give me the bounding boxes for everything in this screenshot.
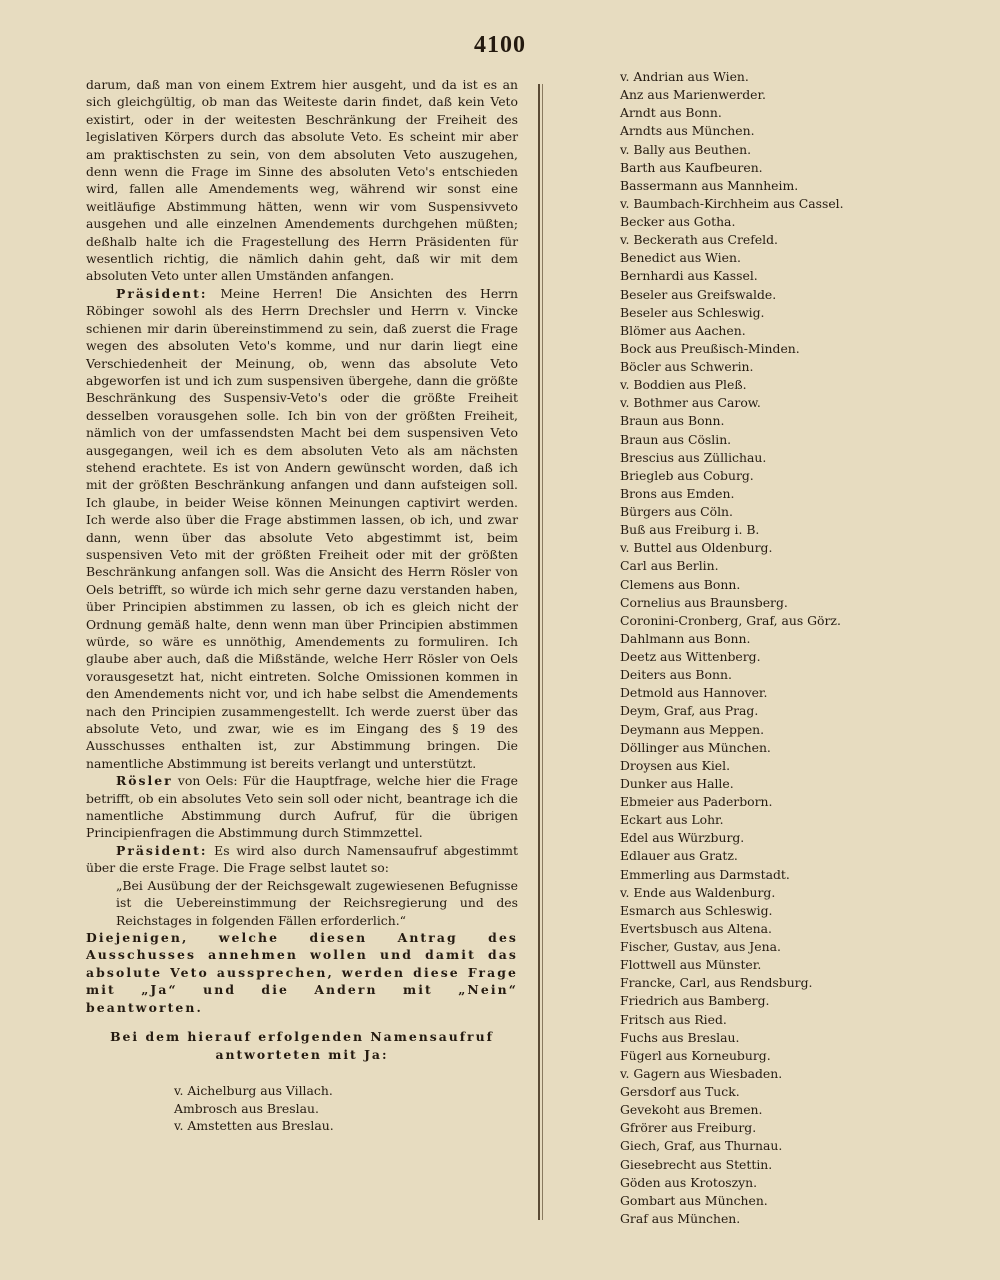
list-item: Brescius aus Züllichau.	[620, 449, 767, 465]
list-item: v. Aichelburg aus Villach.	[174, 1082, 333, 1098]
list-item: Giech, Graf, aus Thurnau.	[620, 1138, 783, 1154]
list-item: Deiters aus Bonn.	[620, 667, 732, 683]
list-item: v. Andrian aus Wien.	[620, 69, 749, 84]
list-item: v. Ende aus Waldenburg.	[620, 884, 776, 900]
list-item: Flottwell aus Münster.	[620, 957, 762, 973]
paragraph-text: Meine Herren! Die Ansichten des Herrn Röbinger sowohl als des Herrn Drechsler und Herrn v. Vincke schienen mir darin übereinstimmend zu sein, daß zuerst die Frage wegen des absoluten Veto's komme, und nur darin liegt eine Verschiedenheit der Meinung, ob, wenn das absolute Veto abgeworfen ist und ich zum suspensiven übergehe, dann die größte Beschränkung des Suspensiv-Veto's oder die größte Freiheit desselben vorausgehen solle. Ich bin von der größten Freiheit, nämlich von der umfassendsten Macht bei dem suspensiven Veto ausgegangen, weil ich es dem absoluten Veto als am nächsten stehend erachtete. Es ist von Andern gewünscht worden, daß ich mit der größten Beschränkung anfangen und dann aufsteigen soll. Ich glaube, in beider Weise können Meinungen captivirt werden. Ich werde also über die Frage abstimmen lassen, ob ich, und zwar dann, wenn über das absolute Veto abgestimmt ist, beim suspensiven Veto mit der größten Freiheit oder mit der größten Beschränkung anfangen soll. Was die Ansicht des Herrn Rösler von Oels betrifft, so würde ich mich sehr gerne dazu verstanden haben, über Principien abstimmen zu lassen, ob ich es gleich nicht der Ordnung gemäß halte, denn wenn man über Principien abstimmen würde, so wäre es unnöthig, Amendements zu formuliren. Ich glaube aber auch, daß die Mißstände, welche Herr Rösler von Oels vorausgesetzt hat, nicht eintreten. Solche Omissionen kommen in den Amendements nicht vor, und ich habe selbst die Amendements nach den Principien zusammengestellt. Ich werde zuerst über das absolute Veto, und zwar, wie es im Eingang des § 19 des Ausschusses enthalten ist, zur Abstimmung bringen. Die namentliche Abstimmung ist bereits verlangt und unterstützt.	[86, 285, 518, 771]
question-quote: „Bei Ausübung der der Reichsgewalt zugewiesenen Befugnisse ist die Uebereinstimmung der Reichsregierung und des Reichstages in folgenden Fällen erforderlich.“	[116, 877, 518, 928]
list-item: Cornelius aus Braunsberg.	[620, 594, 788, 610]
list-item: v. Boddien aus Pleß.	[620, 377, 747, 393]
list-item: Evertsbusch aus Altena.	[620, 920, 772, 936]
list-item: Deymann aus Meppen.	[620, 721, 765, 737]
list-item: Bürgers aus Cöln.	[620, 504, 733, 519]
list-item: Döllinger aus München.	[620, 739, 771, 755]
list-item: Dahlmann aus Bonn.	[620, 630, 751, 646]
ja-name-list	[86, 1082, 518, 1135]
list-item: Benedict aus Wien.	[620, 250, 741, 266]
list-item: Edlauer aus Gratz.	[620, 848, 738, 864]
list-item: Braun aus Bonn.	[620, 413, 725, 429]
list-item: Friedrich aus Bamberg.	[620, 993, 770, 1009]
list-item: Giesebrecht aus Stettin.	[620, 1156, 773, 1172]
list-item: Gfrörer aus Freiburg.	[620, 1120, 757, 1136]
list-item: Gevekoht aus Bremen.	[620, 1102, 763, 1118]
voting-instruction: Diejenigen, welche diesen Antrag des Ausschusses annehmen wollen und damit das absolute Veto aussprechen, werden diese Frage mit „Ja“ und die Andern mit „Nein“ beantworten.	[86, 929, 518, 1015]
list-item: Bock aus Preußisch-Minden.	[620, 340, 800, 356]
paragraph	[86, 285, 518, 772]
heading-line: Bei dem hierauf erfolgenden Namensaufruf	[110, 1028, 494, 1044]
list-item: Becker aus Gotha.	[620, 214, 736, 229]
right-column	[620, 68, 920, 1228]
list-item: Ambrosch aus Breslau.	[174, 1100, 319, 1116]
list-item: Braun aus Cöslin.	[620, 431, 732, 447]
paragraph	[86, 842, 518, 877]
list-item: Arndts aus München.	[620, 123, 755, 139]
list-item: Bassermann aus Mannheim.	[620, 177, 799, 193]
list-item: Fügerl aus Korneuburg.	[620, 1047, 771, 1063]
list-item: v. Beckerath aus Crefeld.	[620, 232, 778, 248]
column-divider	[542, 84, 543, 1220]
list-item: Fritsch aus Ried.	[620, 1011, 727, 1027]
list-item: Gombart aus München.	[620, 1192, 768, 1208]
list-item: Droysen aus Kiel.	[620, 757, 731, 773]
list-item: Brons aus Emden.	[620, 485, 735, 501]
list-item: Gersdorf aus Tuck.	[620, 1084, 740, 1099]
list-item: Graf aus München.	[620, 1210, 741, 1226]
list-item: Anz aus Marienwerder.	[620, 87, 766, 103]
list-item: Francke, Carl, aus Rendsburg.	[620, 975, 813, 991]
list-item: Clemens aus Bonn.	[620, 576, 741, 592]
speaker-name: Präsident:	[116, 285, 208, 301]
paragraph	[86, 76, 518, 285]
list-item: Bernhardi aus Kassel.	[620, 268, 758, 284]
list-item: Blömer aus Aachen.	[620, 322, 746, 338]
roll-call-heading	[86, 1028, 518, 1064]
list-item: Emmerling aus Darmstadt.	[620, 866, 790, 882]
left-column	[86, 76, 518, 1135]
heading-line: antworteten mit Ja:	[215, 1046, 389, 1062]
list-item: v. Gagern aus Wiesbaden.	[620, 1065, 783, 1081]
list-item: Esmarch aus Schleswig.	[620, 902, 773, 918]
list-item: Dunker aus Halle.	[620, 775, 734, 791]
list-item: v. Bothmer aus Carow.	[620, 395, 761, 411]
list-item: Beseler aus Greifswalde.	[620, 286, 777, 302]
list-item: Göden aus Krotoszyn.	[620, 1174, 758, 1190]
speaker-name: Rösler	[116, 773, 173, 789]
list-item: Böcler aus Schwerin.	[620, 359, 754, 374]
column-divider	[538, 84, 540, 1220]
list-item: Fuchs aus Breslau.	[620, 1029, 740, 1045]
paragraph	[86, 772, 518, 842]
list-item: Coronini-Cronberg, Graf, aus Görz.	[620, 612, 841, 628]
list-item: Buß aus Freiburg i. B.	[620, 522, 760, 538]
list-item: Briegleb aus Coburg.	[620, 467, 754, 483]
list-item: Detmold aus Hannover.	[620, 685, 768, 701]
list-item: Ebmeier aus Paderborn.	[620, 794, 773, 809]
paragraph-text: Es wird also durch Namensaufruf abgestimmt über die erste Frage. Die Frage selbst lautet so:	[86, 842, 518, 876]
list-item: Barth aus Kaufbeuren.	[620, 159, 763, 175]
list-item: Deym, Graf, aus Prag.	[620, 703, 759, 719]
paragraph-text: von Oels: Für die Hauptfrage, welche hier die Frage betrifft, ob ein absolutes Veto sein soll oder nicht, beantrage ich die namentliche Abstimmung durch Aufruf, für die übrigen Principienfragen die Abstimmung durch Stimmzettel.	[86, 773, 518, 841]
list-item: Edel aus Würzburg.	[620, 830, 745, 846]
list-item: Beseler aus Schleswig.	[620, 304, 765, 320]
speaker-name: Präsident:	[116, 842, 208, 858]
page-number: 4100	[474, 32, 526, 58]
list-item: v. Bally aus Beuthen.	[620, 141, 752, 157]
list-item: v. Baumbach-Kirchheim aus Cassel.	[620, 195, 844, 211]
paragraph-text: darum, daß man von einem Extrem hier ausgeht, und da ist es an sich gleichgültig, ob man das Weiteste darin findet, daß kein Veto existirt, oder in der weitesten Beschränkung der Freiheit des legislativen Körpers durch das absolute Veto. Es scheint mir aber am praktischsten zu sein, von dem absoluten Veto auszugehen, denn wenn die Frage im Sinne des absoluten Veto's entschieden wird, fallen alle Amendements weg, während wir sonst eine weitläufige Abstimmung hätten, wenn wir vom Suspensivveto ausgehen und alle einzelnen Amendements durchgehen müßten; deßhalb halte ich die Fragestellung des Herrn Präsidenten für wesentlich richtig, die nämlich dahin geht, daß wir mit dem absoluten Veto unter allen Umständen anfangen.	[86, 77, 518, 284]
list-item: Eckart aus Lohr.	[620, 812, 724, 828]
list-item: Deetz aus Wittenberg.	[620, 649, 761, 664]
list-item: Carl aus Berlin.	[620, 558, 719, 574]
list-item: Arndt aus Bonn.	[620, 105, 722, 121]
list-item: Fischer, Gustav, aus Jena.	[620, 939, 781, 954]
list-item: v. Amstetten aus Breslau.	[174, 1118, 334, 1134]
list-item: v. Buttel aus Oldenburg.	[620, 540, 773, 556]
